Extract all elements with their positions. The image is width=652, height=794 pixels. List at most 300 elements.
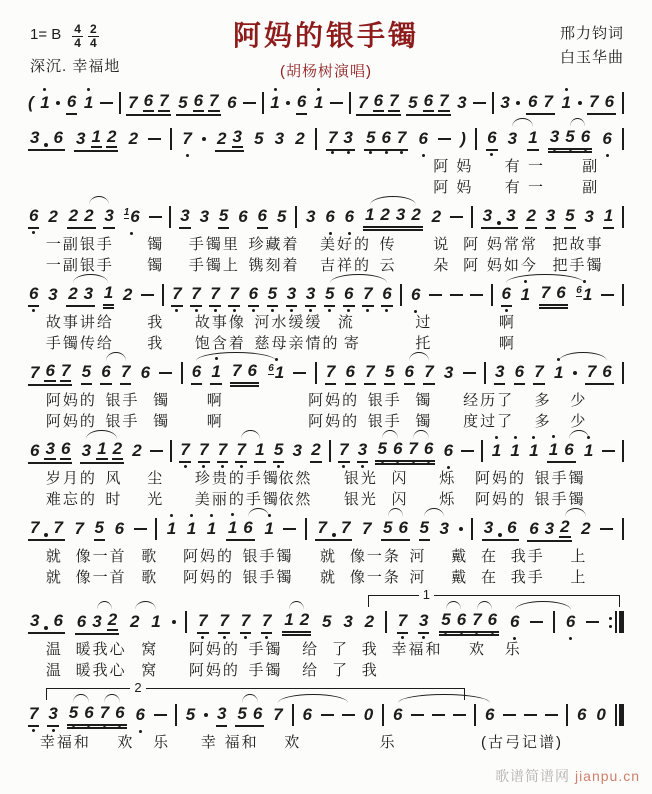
beam-group	[282, 609, 311, 636]
note: 6	[423, 438, 434, 458]
lyrics-row	[28, 409, 624, 430]
slur-arc	[242, 694, 257, 703]
note: 1	[40, 93, 50, 112]
beam-group	[126, 90, 170, 116]
barline	[475, 128, 477, 150]
score-system-2	[28, 124, 624, 196]
note: 7	[240, 610, 251, 634]
slur-arc	[86, 430, 117, 439]
title-block	[0, 14, 652, 81]
lyric-syllable: 少	[570, 413, 588, 430]
dash	[450, 294, 463, 296]
time-signature: $\frac{2}{4}$	[89, 22, 97, 50]
note: 1	[270, 93, 280, 112]
note: 2	[68, 206, 79, 225]
lyrics-row	[28, 466, 624, 487]
slur-arc	[569, 430, 589, 439]
note: 1	[103, 282, 114, 309]
lyric-syllable: 经历了	[463, 392, 515, 409]
beam-group	[176, 90, 220, 116]
dash	[141, 294, 154, 296]
note: 2	[122, 285, 133, 304]
lyric-syllable: 时	[105, 491, 123, 508]
lyric-syllable: 啊	[498, 335, 516, 352]
composer-credit: 白玉华曲	[559, 49, 624, 66]
barline	[484, 362, 486, 384]
slur-arc	[506, 274, 584, 283]
lyrics-row	[28, 388, 624, 409]
note: 6	[325, 207, 335, 226]
beam-group	[481, 205, 518, 229]
note: 7	[159, 91, 169, 110]
note: 7	[358, 93, 368, 112]
beam-group	[235, 703, 264, 727]
dash	[283, 528, 296, 530]
note: 2	[132, 441, 142, 460]
performer-subtitle: (胡杨树演唱)	[280, 63, 372, 80]
lyric-syllable: 阿妈的	[188, 662, 240, 679]
note: 2	[107, 610, 118, 629]
note: 6	[140, 363, 151, 382]
lyric-syllable: 我	[361, 662, 379, 679]
note: 6	[580, 126, 591, 146]
note: 6	[28, 205, 39, 229]
note: 6	[84, 702, 94, 722]
lyric-syllable: 福和	[224, 734, 259, 751]
music-row	[28, 607, 624, 637]
note: 3	[274, 129, 285, 148]
lyric-syllable: 我	[361, 641, 379, 658]
note: 3	[81, 441, 92, 460]
note: 7	[228, 283, 239, 307]
dash	[524, 714, 537, 716]
note: 6	[100, 361, 111, 385]
slur-arc	[289, 601, 304, 610]
slur-arc	[97, 601, 112, 610]
note: 6	[509, 612, 520, 631]
lyric-syllable: 云	[379, 257, 397, 274]
note: 7	[232, 360, 242, 380]
note: 1	[91, 127, 101, 146]
note: 3	[30, 611, 40, 630]
lyric-syllable: 欢	[469, 641, 487, 658]
lyric-syllable: 美好的	[320, 236, 372, 253]
barline	[175, 704, 177, 726]
lyric-syllable: 美丽的手镯	[194, 491, 280, 508]
lyric-syllable: 传	[379, 236, 397, 253]
beam-group	[67, 205, 96, 229]
lyric-syllable: 就	[45, 569, 63, 586]
augmentation-dot	[202, 137, 206, 141]
beam-group	[28, 360, 72, 386]
note: 7	[190, 283, 201, 307]
note: 3	[305, 283, 316, 307]
beam-group	[74, 126, 118, 152]
lyric-syllable: 像一首	[75, 569, 127, 586]
augmentation-dot	[286, 101, 290, 105]
note: 6	[484, 705, 495, 724]
lyric-syllable: 朵	[433, 257, 451, 274]
note: 3	[286, 283, 297, 307]
beam-group	[75, 609, 119, 635]
score-system-3	[28, 202, 624, 274]
barline	[315, 362, 317, 384]
note: 6	[487, 609, 498, 629]
barline	[262, 92, 264, 114]
lyric-syllable: 啊	[206, 392, 224, 409]
note: 3	[83, 284, 94, 303]
barline	[382, 704, 384, 726]
note: 5	[408, 93, 418, 112]
slur-arc	[135, 601, 156, 610]
lyric-syllable: 给	[302, 641, 320, 658]
note: 7	[53, 518, 63, 537]
note: 6	[193, 91, 204, 110]
barline	[481, 440, 483, 462]
note: 5	[94, 517, 105, 541]
note: 3	[457, 93, 467, 112]
note: 7	[209, 283, 220, 307]
note: 1	[264, 519, 274, 538]
lyric-syllable: 多	[534, 392, 552, 409]
lyric-syllable: 暖我心	[75, 641, 127, 658]
note: 6	[564, 440, 574, 459]
lyric-syllable: 银手	[105, 413, 140, 430]
note: 6	[115, 702, 125, 722]
note: 7	[218, 610, 229, 634]
barline	[170, 128, 172, 150]
barline	[471, 518, 473, 540]
note: 1	[151, 612, 161, 631]
dash	[530, 621, 543, 623]
note: 7	[171, 283, 182, 307]
grace-note: 6	[576, 285, 582, 296]
lyric-syllable: 烁	[439, 470, 457, 487]
dash	[342, 714, 355, 716]
note: 3	[103, 205, 114, 229]
dash	[293, 372, 306, 374]
note: 3	[343, 128, 353, 147]
note: 1	[364, 204, 375, 224]
lyric-syllable: 在	[480, 548, 498, 565]
barline	[566, 704, 568, 726]
lyric-syllable: 暖我心	[75, 662, 127, 679]
note: 3	[199, 207, 210, 226]
note: 6	[30, 441, 40, 460]
note: 2	[129, 612, 140, 631]
lyric-syllable: 温	[45, 662, 63, 679]
note: 7	[389, 91, 399, 110]
note: 7	[217, 439, 228, 463]
note: 3	[439, 519, 449, 538]
lyric-syllable: 河	[409, 569, 427, 586]
augmentation-dot	[332, 533, 336, 537]
augmentation-dot	[44, 143, 48, 147]
note: 6	[392, 705, 403, 724]
lyric-syllable: 一副银手	[45, 236, 114, 253]
note: 3	[443, 363, 454, 382]
beam-group	[28, 517, 65, 541]
dash	[545, 714, 558, 716]
beam-group	[585, 361, 614, 385]
note: 5	[273, 439, 284, 463]
augmentation-dot	[459, 527, 463, 531]
augmentation-dot	[498, 533, 502, 537]
barline	[181, 362, 183, 384]
note: 6	[529, 519, 539, 538]
note: 2	[411, 204, 421, 224]
note: 6	[456, 609, 467, 629]
barline	[315, 128, 317, 150]
final-barline	[615, 704, 624, 726]
lyric-syllable: 光	[147, 491, 165, 508]
note: 6	[248, 283, 259, 307]
lyric-syllable: 啊	[206, 413, 224, 430]
barline	[305, 518, 307, 540]
barline	[169, 206, 171, 228]
note: 5	[377, 438, 387, 458]
note: 3	[48, 285, 58, 304]
augmentation-dot	[56, 101, 60, 105]
dash	[432, 714, 445, 716]
lyric-syllable: 吉祥的	[320, 257, 372, 274]
lyric-syllable: 风	[105, 470, 123, 487]
lyrics-row	[28, 310, 624, 331]
note: 6	[191, 361, 202, 385]
note: 2	[84, 206, 94, 225]
score-system-7	[28, 514, 624, 586]
dash	[134, 528, 147, 530]
note: 1	[97, 439, 107, 458]
note: 6	[418, 129, 428, 148]
slur-arc	[89, 196, 109, 205]
lyric-syllable: 我手	[510, 548, 545, 565]
barline	[491, 284, 493, 306]
lyric-syllable: 托	[415, 335, 433, 352]
augmentation-dot	[172, 620, 176, 624]
note: 1	[206, 519, 217, 538]
lyrics-row	[28, 544, 624, 565]
lyric-syllable: 镌刻着	[248, 257, 300, 274]
augmentation-dot	[44, 626, 48, 630]
barline	[185, 611, 187, 633]
note: 3	[76, 129, 86, 148]
dash	[321, 714, 334, 716]
note: 7	[543, 92, 553, 111]
slur-arc	[388, 508, 403, 517]
time-signature: $\frac{4}{4}$	[74, 22, 81, 50]
note: 7	[364, 361, 375, 385]
note: 1	[186, 519, 197, 538]
lyric-syllable: 把故事	[552, 236, 604, 253]
note: 3	[47, 703, 58, 727]
lyric-syllable: 乐	[379, 734, 397, 751]
lyric-syllable: 阿	[463, 236, 481, 253]
lyric-syllable: 副	[582, 158, 600, 175]
score-system-5	[28, 358, 624, 430]
watermark-domain-link[interactable]: jianpu.cn	[574, 768, 640, 784]
lyric-syllable: 幸福和	[39, 734, 91, 751]
augmentation-dot	[44, 533, 48, 537]
lyric-syllable: 阿妈的	[45, 413, 97, 430]
barline	[622, 128, 624, 150]
lyric-syllable: 多	[534, 413, 552, 430]
note: 1	[527, 127, 538, 151]
note: 6	[60, 439, 71, 458]
lyric-syllable: 阿 妈	[433, 158, 474, 175]
barline	[119, 92, 121, 114]
lyric-syllable: 手镯里	[188, 236, 240, 253]
dash	[586, 621, 599, 623]
note: 3	[483, 518, 494, 537]
note: 7	[340, 518, 351, 537]
note: 5	[276, 207, 287, 226]
note: 6	[302, 705, 312, 724]
note: 6	[28, 283, 39, 307]
score	[0, 88, 652, 751]
note: 7	[327, 128, 338, 147]
note: 6	[602, 129, 612, 148]
volta-label: 2	[130, 681, 145, 694]
note: 1	[529, 441, 539, 460]
lyric-syllable: 河水缓缓	[254, 314, 323, 331]
note: 5	[384, 361, 395, 385]
note: 5	[218, 205, 229, 229]
beam-group	[587, 91, 616, 115]
dash	[149, 216, 162, 218]
note: 1	[313, 93, 324, 112]
note: 7	[198, 439, 209, 463]
dash	[330, 102, 343, 104]
note: 6	[565, 612, 576, 631]
note: 7	[30, 363, 40, 382]
music-row	[28, 124, 624, 154]
lyric-syllable: 故事像	[194, 314, 246, 331]
note: 7	[60, 361, 71, 380]
lyricist-credit: 邢力钧词	[559, 25, 624, 42]
lyric-syllable: 妈如今	[486, 257, 538, 274]
lyric-syllable: 就	[320, 569, 338, 586]
barline	[170, 440, 172, 462]
slur-arc	[570, 118, 585, 127]
volta-label: 1	[419, 588, 434, 601]
lyric-syllable: 戴	[451, 548, 469, 565]
barline	[471, 206, 473, 228]
lyric-syllable: 银手镯	[534, 491, 586, 508]
note: 6	[381, 128, 391, 147]
volta-bracket	[368, 587, 620, 607]
note: 7	[74, 519, 84, 538]
lyric-syllable: 阿妈的	[475, 491, 527, 508]
dash	[453, 714, 466, 716]
dash	[601, 294, 614, 296]
note: 0	[596, 705, 606, 724]
note: 7	[325, 361, 336, 385]
barline	[474, 704, 476, 726]
note: 7	[533, 361, 544, 385]
note: 1	[227, 518, 238, 537]
note: 6	[602, 362, 612, 381]
lyric-syllable: 闪	[391, 491, 409, 508]
lyric-syllable: 欢	[117, 734, 135, 751]
note: 6	[66, 91, 77, 115]
note: 6	[114, 519, 125, 538]
lyric-syllable: 阿妈的	[182, 569, 234, 586]
lyric-syllable: 慈母亲情的	[254, 335, 340, 352]
note: 6	[398, 518, 408, 537]
lyric-syllable: 少	[570, 392, 588, 409]
note: 2	[581, 519, 591, 538]
note: 5	[267, 283, 278, 307]
barline	[622, 518, 624, 540]
tempo-marking: 深沉. 幸福地	[30, 58, 121, 76]
slur-arc	[409, 352, 429, 361]
score-system-6	[28, 436, 624, 508]
note: 5	[565, 126, 575, 146]
note: 1	[520, 285, 531, 304]
parenthesis: )	[460, 129, 466, 148]
lyrics-row	[28, 253, 624, 274]
lyric-syllable: 银手镯	[534, 470, 586, 487]
note: 1	[561, 93, 571, 112]
beam-group	[326, 127, 355, 151]
lyric-syllable: 一副银手	[45, 257, 114, 274]
note: 6	[247, 360, 257, 380]
note: 6	[53, 611, 63, 630]
lyric-syllable: 温	[45, 641, 63, 658]
lyric-syllable: 欢	[284, 734, 302, 751]
note: 7	[586, 362, 597, 381]
lyric-syllable: 岁月的	[45, 470, 97, 487]
note: 6	[501, 283, 512, 307]
note: 6	[252, 704, 263, 723]
lyric-syllable: 幸	[200, 734, 218, 751]
note: 6	[576, 705, 587, 724]
note: 7	[179, 439, 190, 463]
dash	[159, 372, 172, 374]
lyric-syllable: 过	[415, 314, 433, 331]
note: 7	[439, 91, 449, 110]
lyrics-row	[28, 730, 624, 751]
note: 7	[30, 518, 40, 537]
lyric-syllable: 镯	[147, 236, 165, 253]
note: 3	[549, 126, 560, 146]
slur-arc	[559, 352, 607, 361]
lyrics-row	[28, 154, 624, 175]
barline	[349, 92, 351, 114]
lyric-syllable: 有 一	[504, 179, 545, 196]
note: 6	[507, 518, 517, 537]
note: 7	[589, 92, 599, 111]
note: 6	[345, 361, 356, 385]
lyric-syllable: 窝	[141, 641, 159, 658]
slur-arc	[106, 352, 126, 361]
note: 7	[197, 610, 208, 634]
lyric-syllable: 像一条	[349, 548, 401, 565]
lyric-syllable: 我	[147, 314, 165, 331]
grace-note: 1	[123, 207, 130, 218]
note: 1	[254, 439, 265, 463]
lyric-syllable: 在	[480, 569, 498, 586]
note: 3	[507, 129, 518, 148]
lyric-syllable: 珍贵的手镯	[194, 470, 280, 487]
beam-group	[364, 127, 408, 151]
lyric-syllable: 依然	[278, 470, 313, 487]
note: 7	[472, 609, 482, 629]
note: 6	[556, 282, 566, 302]
key-signature: 1= B	[30, 26, 62, 44]
slur-arc	[512, 118, 533, 127]
